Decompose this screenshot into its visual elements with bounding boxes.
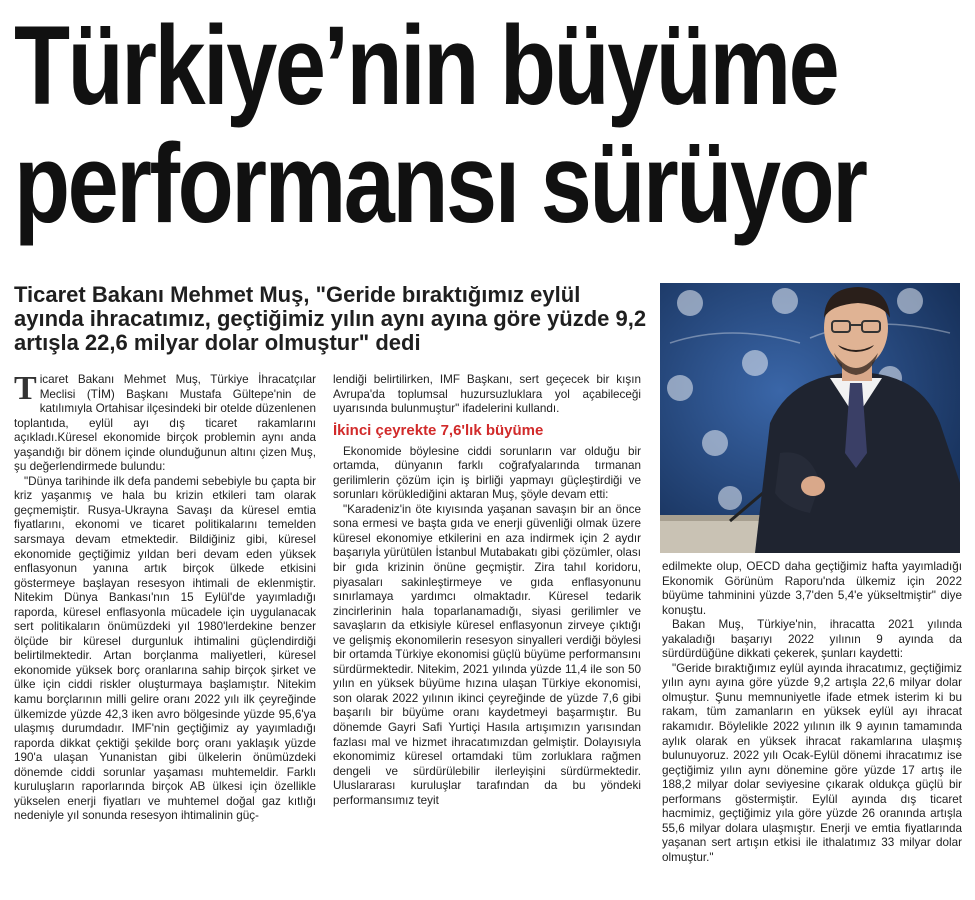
paragraph: "Dünya tarihinde ilk defa pandemi sebebiyle bu çapta bir kriz yaşanmış ve hala bu krizin etkileri tam olarak geçmemiştir. Rusya-Ukrayna Savaşı da küresel emtia fiyatlarını, ekonomi ve ticaret politikalarını temelden sarsmaya devam etmektedir. Bildiğiniz gibi, küresel ekonomide geçtiğimiz yıldan beri devam eden yüksek enflasyonun yanına artık birçok ülkede etkisini göstermeye başlayan resesyon ihtimali de eklenmiştir. Nitekim Dünya Bankası'nın 15 Eylül'de yayımladığı raporda, küresel enflasyonla mücadele için uygulanacak sert politikaların önümüzdeki yıl 1980'lerdekine benzer ölçüde bir küresel durgunluk ihtimalini güçlendirdiği belirtilmektedir. Artan borçlanma maliyetleri, küresel ekonomide yüksek borç oranlarına sahip birçok şirket ve ülke için ciddi riskler oluşturmaya başlamıştır. Nitekim kamu borçlarının milli gelire oranı 2022 yılı ilk çeyreğinde ülkemizde yüzde 42,3 iken avro bölgesinde yüzde 95,6'ya ulaşmış durumdadır. IMF'nin geçtiğimiz ay yayımladığı raporda dikkat çektiği şekilde borç oranı yaklaşık yüzde 190'a ulaşan Yunanistan gibi ülkelerin önümüzdeki dönemde ciddi sorunlar yaşaması muhtemeldir. Farklı kuruluşların raporlarında birçok AB ülkesi için özellikle yükselen enerji fiyatları ve muhtemel doğal gaz kıtlığı nedeniyle yıl sonunda resesyon ihtimalinin güç- bbox=[14, 474, 316, 823]
headline-line-2: performansı sürüyor bbox=[14, 121, 866, 246]
minister-photo-illustration bbox=[660, 283, 960, 553]
paragraph: "Geride bıraktığımız eylül ayında ihracatımız, geçtiğimiz yılın aynı ayına göre yüzde 9,2 artışla 22,6 milyar dolar olmuştur. Şunu memnuniyetle ifade etmek isterim ki bu rakam, tüm zamanların en yüksek eylül ayı ihracat rakamıdır. Böylelikle 2022 yılının ilk 9 ayının tamamında aylık olarak en yüksek ihracat rakamlarına ulaşmış bulunuyoruz. 2022 yılı Ocak-Eylül dönemi ihracatımız ise geçtiğimiz yılın aynı dönemine göre yüzde 17 artış ile 188,2 milyar dolar seviyesine çıkarak oldukça güçlü bir performans göstermiştir. Eylül ayında dış ticaret hacmimiz, geçtiğimiz yıla göre yüzde 26 oranında artışla 55,6 milyar dolara ulaşmıştır. Enerji ve emtia fiyatlarında yaşanan sert artışın etkisi ile ithalatımız 33 milyar dolar olmuştur." bbox=[662, 661, 962, 864]
paragraph: Ticaret Bakanı Mehmet Muş, Türkiye İhracatçılar Meclisi (TİM) Başkanı Mustafa Gültepe'nin de katılımıyla Ortahisar ilçesindeki bir otelde düzenlenen toplantıda, eylül ayı dış ticaret rakamlarını açıkladı.Küresel ekonomide birçok problemin aynı anda yaşandığı bir dönem içinde olunduğunun altını çizen Muş, şu değerlendirmede bulundu: bbox=[14, 370, 316, 474]
drop-cap: T bbox=[14, 370, 37, 407]
article-column-1 bbox=[14, 370, 316, 824]
subheadline: Ticaret Bakanı Mehmet Muş, "Geride bıraktığımız eylül ayında ihracatımız, geçtiğimiz yılın aynı ayına göre yüzde 9,2 artışla 22,6 milyar dolar olmuştur" dedi bbox=[14, 282, 647, 355]
paragraph: Bakan Muş, Türkiye'nin, ihracatta 2021 yılında yakaladığı başarıyı 2022 yılının 9 ayında da sürdürdüğüne dikkati çekerek, şunları kaydetti: bbox=[662, 618, 962, 661]
paragraph: edilmekte olup, OECD daha geçtiğimiz hafta yayımladığı Ekonomik Görünüm Raporu'nda ülkemiz için 2022 büyüme tahminini yüzde 3,7'den 5,4'e yükseltmiştir" diye konuştu. bbox=[662, 560, 962, 617]
article-column-2 bbox=[333, 373, 641, 808]
article-photo bbox=[660, 283, 960, 553]
headline-line-1: Türkiye’nin büyüme bbox=[14, 3, 838, 128]
headline bbox=[14, 3, 866, 246]
paragraph: lendiği belirtilirken, IMF Başkanı, sert geçecek bir kışın Avrupa'da toplumsal huzursuzluklara yol açabileceği uyarısında bulunmuştur" ifadelerini kullandı. bbox=[333, 373, 641, 416]
article-column-3 bbox=[662, 560, 962, 865]
paragraph: Ekonomide böylesine ciddi sorunların var olduğu bir ortamda, dünyanın farklı coğrafyalarında tırmanan gerilimlerin çözüm için iş birliği yapmayı güçleştirdiği ve sorunları körüklediğini aktaran Muş, şöyle devam etti: bbox=[333, 444, 641, 502]
section-subtitle: İkinci çeyrekte 7,6'lık büyüme bbox=[333, 421, 544, 439]
paragraph: "Karadeniz'in öte kıyısında yaşanan savaşın bir an önce sona ermesi ve başta gıda ve enerji güvenliği olmak üzere küresel ekonomiye etkilerini en aza indirmek için 2 aydır başarıyla yürütülen İstanbul Mutabakatı gibi çözümler, olası bir gıda krizinin önüne geçmiştir. Zira tahıl koridoru, piyasaları sakinleştirmeye ve gıda enflasyonunu sınırlamaya yardımcı olmaktadır. Küresel tedarik zincirlerinin hala toparlanamadığı, siyasi gerilimler ve savaşların da etkisiyle küresel enflasyonun zirveye çıktığı ve gelişmiş ekonomilerin resesyon sinyalleri verdiği böylesi bir ortamda Türkiye ekonomisi güçlü büyüme performansını sürdürmektedir. Nitekim, 2021 yılında yüzde 11,4 ile son 50 yılın en yüksek büyüme hızına ulaşan Türkiye ekonomisi, son olarak 2022 yılının ikinci çeyreğinde de yüzde 7,6 gibi başarılı bir büyüme oranı kaydetmeyi başarmıştır. Bu dönemde Gayri Safi Yurtiçi Hasıla artışımızın yarısından fazlası mal ve hizmet ihracatımızdan gelmiştir. Dolayısıyla ekonomimiz küresel ortamdaki tüm zorluklara rağmen dengeli ve sürdürülebilir ilerleyişini sürdürmektedir. Uluslararası kuruluşlar tarafından da bu yöndeki performansımız teyit bbox=[333, 502, 641, 807]
